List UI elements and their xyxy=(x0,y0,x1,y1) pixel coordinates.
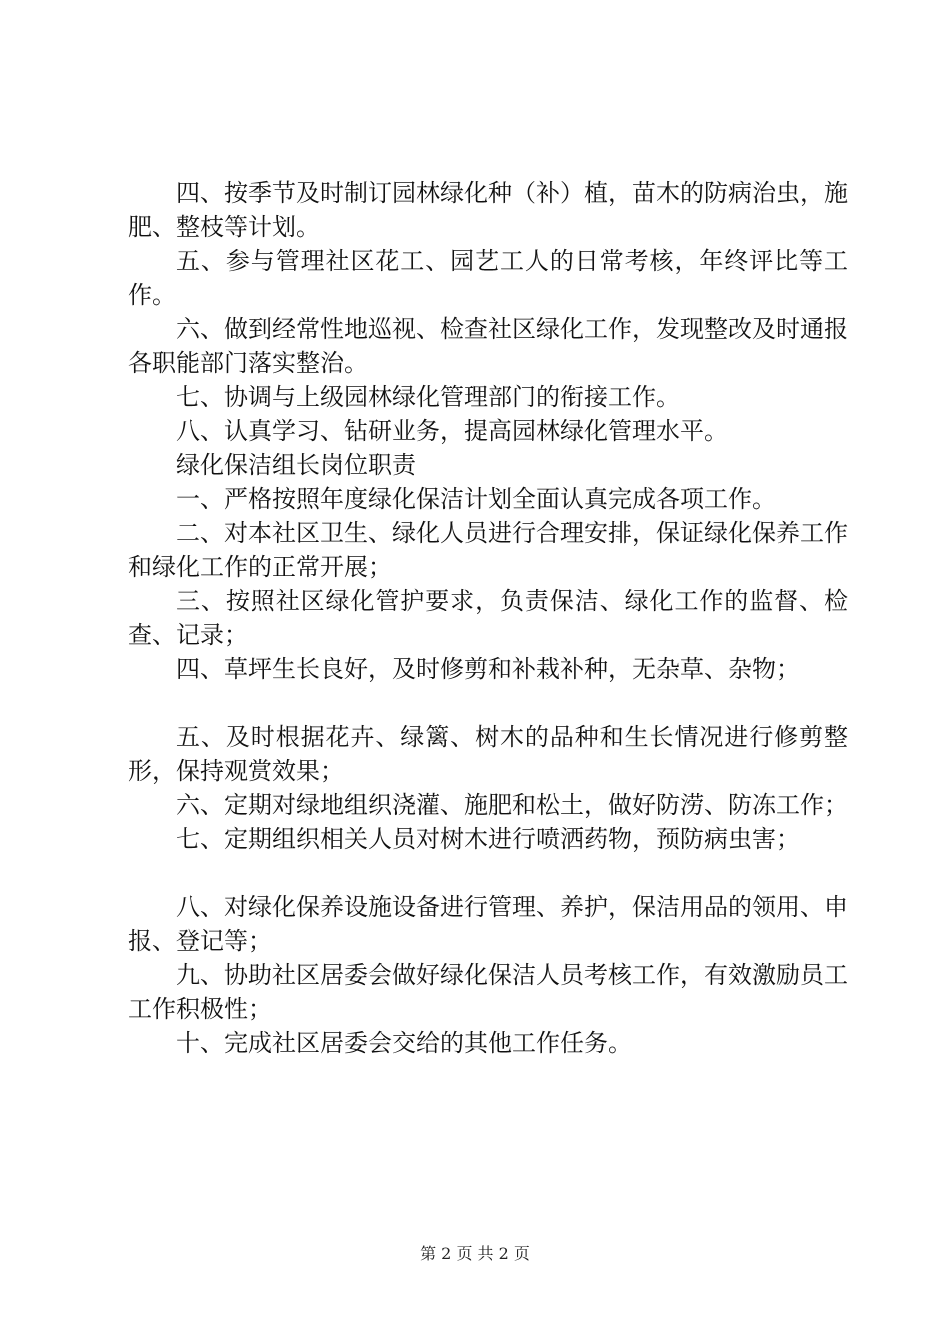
paragraph: 八、认真学习、钻研业务，提高园林绿化管理水平。 xyxy=(176,417,728,445)
paragraph: 七、协调与上级园林绿化管理部门的衔接工作。 xyxy=(176,383,680,411)
paragraph: 六、定期对绿地组织浇灌、施肥和松土，做好防涝、防冻工作； xyxy=(176,791,848,819)
paragraph: 四、按季节及时制订园林绿化种（补）植，苗木的防病治虫，施肥、整枝等计划。 xyxy=(128,179,848,241)
page-footer: 第 2 页 共 2 页 xyxy=(420,1244,530,1263)
paragraph: 十、完成社区居委会交给的其他工作任务。 xyxy=(176,1029,632,1057)
paragraph: 六、做到经常性地巡视、检查社区绿化工作，发现整改及时通报各职能部门落实整治。 xyxy=(128,315,848,377)
paragraph: 二、对本社区卫生、绿化人员进行合理安排，保证绿化保养工作和绿化工作的正常开展； xyxy=(128,519,848,581)
paragraph: 九、协助社区居委会做好绿化保洁人员考核工作，有效激励员工工作积极性； xyxy=(128,961,848,1023)
section-heading: 绿化保洁组长岗位职责 xyxy=(176,451,416,479)
document-body xyxy=(128,176,848,1060)
paragraph: 五、及时根据花卉、绿篱、树木的品种和生长情况进行修剪整形，保持观赏效果； xyxy=(128,723,848,785)
paragraph: 四、草坪生长良好，及时修剪和补栽补种，无杂草、杂物； xyxy=(176,655,800,683)
paragraph: 一、严格按照年度绿化保洁计划全面认真完成各项工作。 xyxy=(176,485,776,513)
paragraph: 五、参与管理社区花工、园艺工人的日常考核，年终评比等工作。 xyxy=(128,247,848,309)
paragraph: 七、定期组织相关人员对树木进行喷洒药物，预防病虫害； xyxy=(176,825,800,853)
paragraph: 三、按照社区绿化管护要求，负责保洁、绿化工作的监督、检查、记录； xyxy=(128,587,848,649)
paragraph: 八、对绿化保养设施设备进行管理、养护，保洁用品的领用、申报、登记等； xyxy=(128,893,848,955)
